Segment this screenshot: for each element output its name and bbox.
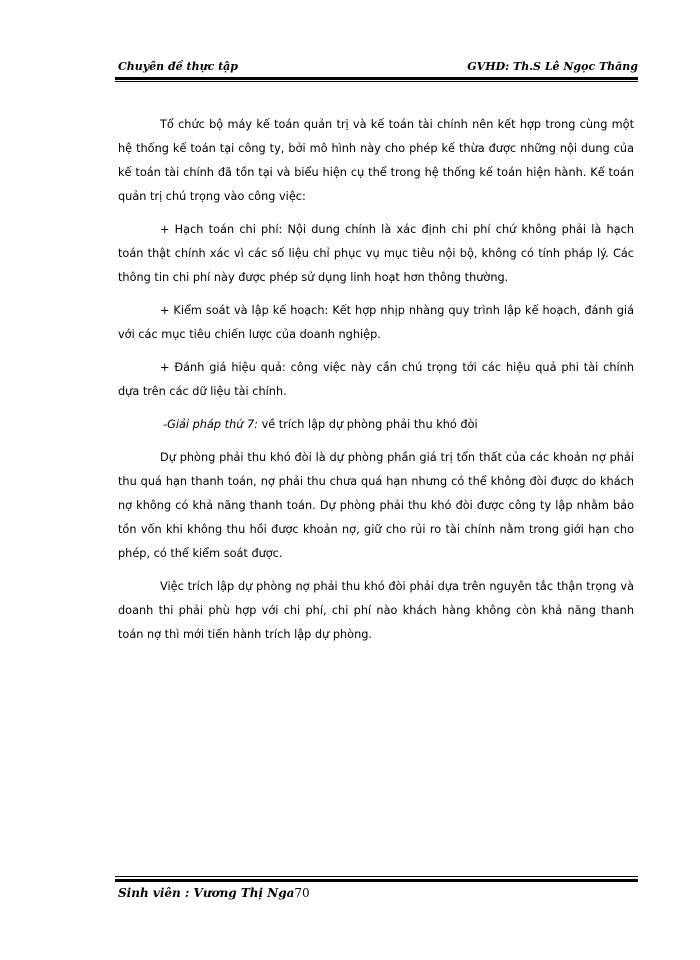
solution-heading [118,413,634,437]
paragraph-cost-accounting: + Hạch toán chi phí: Nội dung chính là xác định chi phí chứ không phải là hạch toán thật chính xác vì các số liệu chỉ phục vụ mục tiêu nội bộ, không có tính pháp lý. Các thông tin chi phí này được phép sử dụng linh hoạt hơn thông thường. [118,223,634,284]
page-footer [118,886,310,900]
paragraph-provision: Dự phòng phải thu khó đòi là dự phòng phần giá trị tổn thất của các khoản nợ phải thu quá hạn thanh toán, nợ phải thu chưa quá hạn nhưng có thể không đòi được do khách nợ không có khả năng thanh toán. Dự phòng phải thu khó đòi được công ty lập nhằm bảo tồn vốn khi không thu hồi được khoản nợ, giữ cho rủi ro tài chính nằm trong giới hạn cho phép, có thể kiểm soát được. [118,451,634,560]
solution-text: về trích lập dự phòng phải thu khó đòi [257,418,478,431]
page-number: 70 [294,886,310,900]
paragraph-provision-rule: Việc trích lập dự phòng nợ phải thu khó đòi phải dựa trên nguyên tắc thận trọng và doanh thi phải phù hợp với chi phí, chi phí nào khách hàng không còn khả năng thanh toán nợ thì mới tiến hành trích lập dự phòng. [118,580,634,641]
header-supervisor: GVHD: Th.S Lê Ngọc Thăng [467,60,638,73]
document-body [118,113,634,656]
footer-rule-thick [115,879,638,882]
header-title: Chuyên đề thực tập [118,60,238,73]
solution-label: -Giải pháp thứ 7: [163,418,258,431]
header-rule-thick [115,77,638,80]
paragraph-performance: + Đánh giá hiệu quả: công việc này cần chú trọng tới các hiệu quả phi tài chính dựa trên các dữ liệu tài chính. [118,361,634,398]
footer-rule-thin [115,876,638,877]
paragraph-control-planning: + Kiểm soát và lập kế hoạch: Kết hợp nhịp nhàng quy trình lập kế hoạch, đánh giá với các mục tiêu chiến lược của doanh nghiệp. [118,304,634,341]
header-rule-thin [115,81,638,82]
paragraph-intro: Tổ chức bộ máy kế toán quản trị và kế toán tài chính nên kết hợp trong cùng một hệ thống kế toán tại công ty, bởi mô hình này cho phép kế thừa được những nội dung của kế toán tài chính đã tồn tại và biểu hiện cụ thể trong hệ thống kế toán hiện hành. Kế toán quản trị chú trọng vào công việc: [118,118,634,203]
student-name: Sinh viên : Vương Thị Nga [118,886,295,900]
page-header [118,60,638,76]
